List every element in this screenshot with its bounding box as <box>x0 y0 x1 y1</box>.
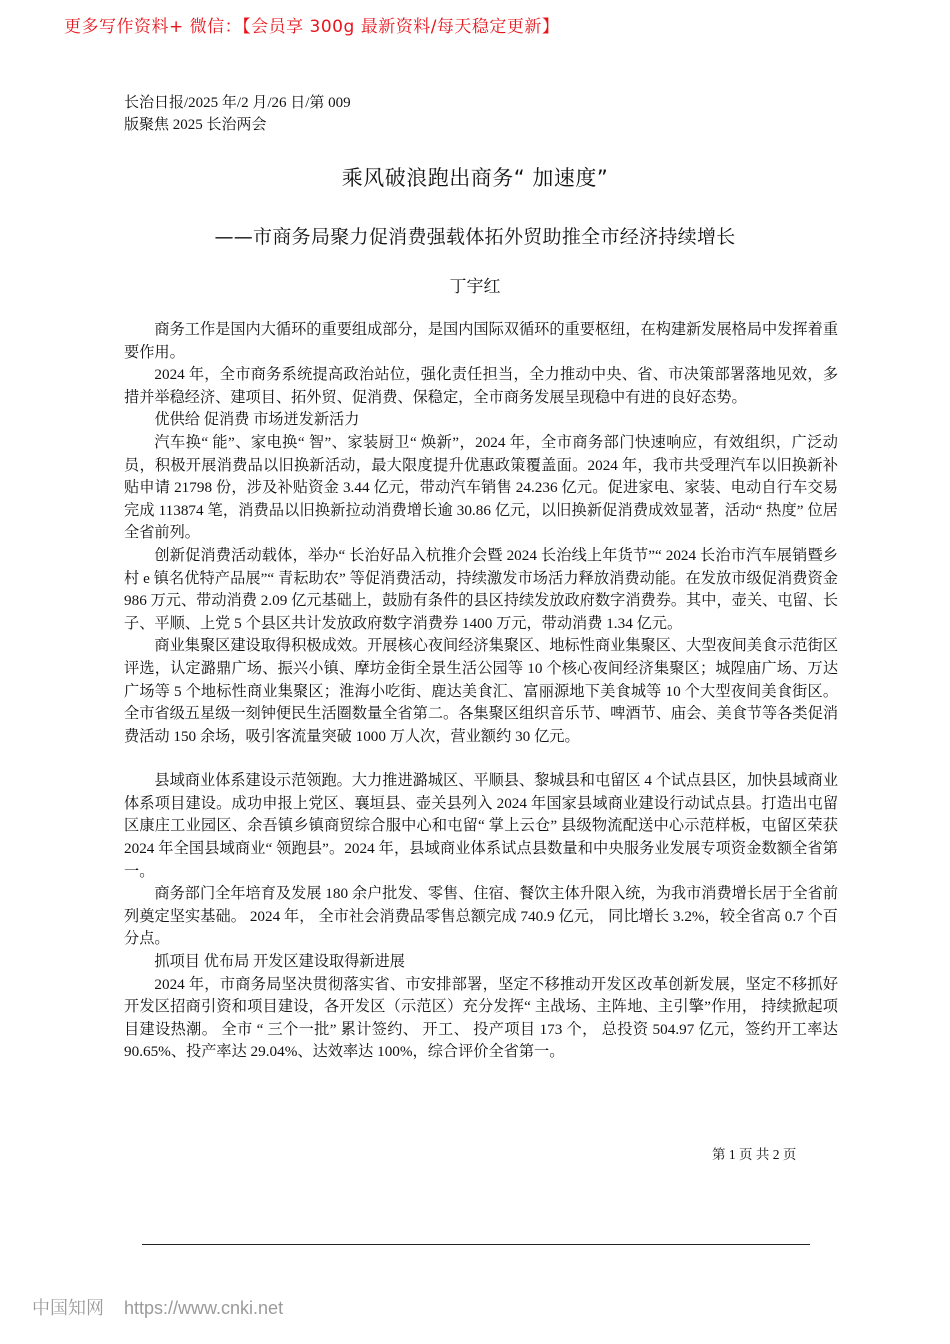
article-title: 乘风破浪跑出商务“ 加速度” <box>341 166 609 190</box>
cnki-watermark <box>32 1294 283 1320</box>
section-heading: 抓项目 优布局 开发区建设取得新进展 <box>154 953 405 971</box>
source-info <box>124 92 351 136</box>
paragraph: 商务工作是国内大循环的重要组成部分，是国内国际双循环的重要枢纽，在构建新发展格局中发挥着重要作用。 <box>124 321 838 361</box>
article-author: 丁宇红 <box>449 277 501 297</box>
section-heading: 优供给 促消费 市场迸发新活力 <box>154 411 360 429</box>
article-subtitle: ——市商务局聚力促消费强载体拓外贸助推全市经济持续增长 <box>214 226 736 248</box>
footer-divider <box>142 1244 810 1245</box>
paragraph: 创新促消费活动载体，举办“ 长治好品入杭推介会暨 2024 长治线上年货节”“ 2024 长治市汽车展销暨乡村 e 镇名优特产品展”“ 青耘助农” 等促消费活动，持续激发市场活力释放消费动能。在发放市级促消费资金 986 万元、带动消费 2.09 亿元基础上，鼓励有条件的县区持续发放政府数字消费券。其中，壶关、屯留、长子、平顺、上党 5 个县区共计发放政府数字消费券 1400 万元，带动消费 1.34 亿元。 <box>124 546 838 632</box>
source-line-1: 长治日报/2025 年/2 月/26 日/第 009 <box>124 95 351 111</box>
paragraph: 县域商业体系建设示范领跑。大力推进潞城区、平顺县、黎城县和屯留区 4 个试点县区，加快县域商业体系项目建设。成功申报上党区、襄垣县、壶关县列入 2024 年国家县域商业建设行动试点县。打造出屯留区康庄工业园区、余吾镇乡镇商贸综合服中心和屯留“ 掌上云仓” 县级物流配送中心示范样板，屯留区荣获 2024 年全国县域商业“ 领跑县”。2024 年，县域商业体系试点县数量和中央服务业发展专项资金数额全省第一。 <box>124 772 838 880</box>
page-number: 第 1 页 共 2 页 <box>712 1147 797 1162</box>
paragraph: 商务部门全年培育及发展 180 余户批发、零售、住宿、餐饮主体升限入统，为我市消费增长居于全省前列奠定坚实基础。 2024 年， 全市社会消费品零售总额完成 740.9 亿元， 同比增长 3.2%，较全省高 0.7 个百分点。 <box>124 885 838 948</box>
watermark-brand: 中国知网 <box>32 1298 104 1318</box>
paragraph: 商业集聚区建设取得积极成效。开展核心夜间经济集聚区、地标性商业集聚区、大型夜间美食示范街区评选，认定潞鼎广场、振兴小镇、摩坊金街全景生活公园等 10 个核心夜间经济集聚区；城隍庙广场、万达广场等 5 个地标性商业集聚区；淮海小吃街、鹿达美食汇、富丽源地下美食城等 10 个大型夜间美食街区。全市省级五星级一刻钟便民生活圈数量全省第二。各集聚区组织音乐节、啤酒节、庙会、美食节等各类促消费活动 150 余场，吸引客流量突破 1000 万人次，营业额约 30 亿元。 <box>124 637 838 745</box>
source-line-2: 版聚焦 2025 长治两会 <box>124 117 267 133</box>
paragraph: 汽车换“ 能”、家电换“ 智”、家装厨卫“ 焕新”，2024 年，全市商务部门快速响应，有效组织，广泛动员，积极开展消费品以旧换新活动，最大限度提升优惠政策覆盖面。2024 年，我市共受理汽车以旧换新补贴申请 21798 份，涉及补贴资金 3.44 亿元，带动汽车销售 24.236 亿元。促进家电、家装、电动自行车交易完成 113874 笔，消费品以旧换新拉动消费增长逾 30.86 亿元，以旧换新促消费成效显著，活动“ 热度” 位居全省前列。 <box>124 433 838 542</box>
article-body <box>124 319 838 1064</box>
paragraph: 2024 年，全市商务系统提高政治站位，强化责任担当，全力推动中央、省、市决策部署落地见效，多措并举稳经济、建项目、拓外贸、促消费、保稳定，全市商务发展呈现稳中有进的良好态势。 <box>124 366 838 406</box>
promo-banner: 更多写作资料+ 微信：【会员享 300g 最新资料/每天稳定更新】 <box>64 17 560 37</box>
paragraph: 2024 年，市商务局坚决贯彻落实省、市安排部署，坚定不移推动开发区改革创新发展，坚定不移抓好开发区招商引资和项目建设，各开发区（示范区）充分发挥“ 主战场、主阵地、主引擎”作用， 持续掀起项目建设热潮。 全市 “ 三个一批” 累计签约、 开工、 投产项目 173 个， 总投资 504.97 亿元，签约开工率达 90.65%、投产率达 29.04%、达效率达 100%，综合评价全省第一。 <box>124 975 838 1061</box>
watermark-url: https://www.cnki.net <box>124 1298 284 1318</box>
